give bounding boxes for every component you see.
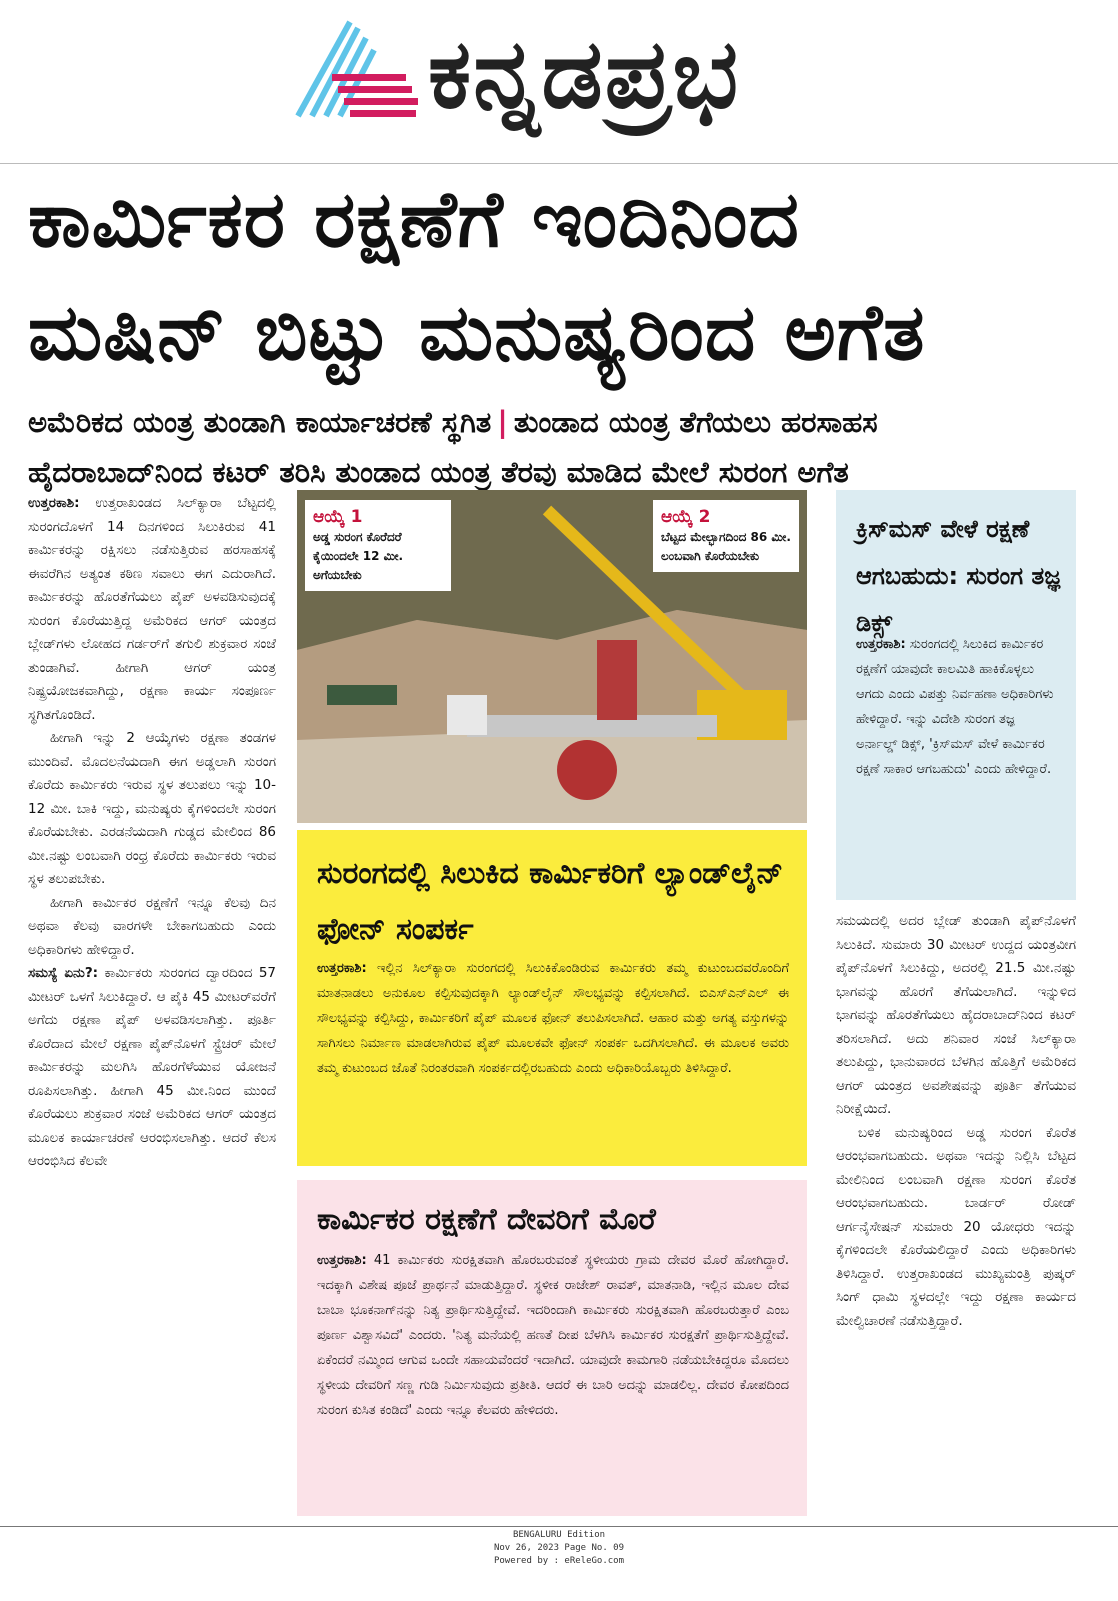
page-footer [0, 1526, 1118, 1601]
christmas-story-text: ಸುರಂಗದಲ್ಲಿ ಸಿಲುಕಿದ ಕಾರ್ಮಿಕರ ರಕ್ಷಣೆಗೆ ಯಾವುದೇ ಕಾಲಮಿತಿ ಹಾಕಿಕೊಳ್ಳಲು ಆಗದು ಎಂದು ವಿಪತ್ತು ನಿರ್ವಹಣಾ ಅಧಿಕಾರಿಗಳು ಹೇಳಿದ್ದಾರೆ. ಇನ್ನು ವಿದೇಶಿ ಸುರಂಗ ತಜ್ಞ ಅರ್ನಾಲ್ಡ್ ಡಿಕ್ಸ್, 'ಕ್ರಿಸ್‌ಮಸ್ ವೇಳೆ ಕಾರ್ಮಿಕರ ರಕ್ಷಣೆ ಸಾಕಾರ ಆಗಬಹುದು' ಎಂದು ಹೇಳಿದ್ದಾರೆ. [856, 637, 1054, 777]
main-story-dateline: ಉತ್ತರಕಾಶಿ: [28, 495, 80, 511]
subheadline-part-a: ಅಮೆರಿಕದ ಯಂತ್ರ ತುಂಡಾಗಿ ಕಾರ್ಯಾಚರಣೆ ಸ್ಥಗಿತ [28, 405, 492, 439]
landline-story-body [317, 956, 789, 1081]
option-2-callout [653, 500, 799, 572]
subheadline-separator: | [497, 405, 508, 439]
main-story-paragraph-1: ಉತ್ತರಾಖಂಡದ ಸಿಲ್‌ಕ್ಯಾರಾ ಬೆಟ್ಟದಲ್ಲಿ ಸುರಂಗದೊಳಗೆ 14 ದಿನಗಳಿಂದ ಸಿಲುಕಿರುವ 41 ಕಾರ್ಮಿಕರನ್ನು ರಕ್ಷಿಸಲು ನಡೆಸುತ್ತಿರುವ ಹರಸಾಹಸಕ್ಕೆ ಈವರೆಗಿನ ಅತ್ಯಂತ ಕಠಿಣ ಸವಾಲು ಈಗ ಎದುರಾಗಿದೆ. ಕಾರ್ಮಿಕರನ್ನು ಹೊರತೆಗೆಯಲು ಪೈಪ್ ಅಳವಡಿಸುವುದಕ್ಕೆ ಸುರಂಗ ಕೊರೆಯುತ್ತಿದ್ದ ಅಮೆರಿಕದ ಆಗರ್ ಯಂತ್ರದ ಬ್ಲೇಡ್‌ಗಳು ಲೋಹದ ಗರ್ಡರ್‌ಗೆ ತಗುಲಿ ಶುಕ್ರವಾರ ಸಂಜೆ ತುಂಡಾಗಿವೆ. ಹೀಗಾಗಿ ಆಗರ್ ಯಂತ್ರ ನಿಷ್ಪ್ರಯೋಜಕವಾಗಿದ್ದು, ರಕ್ಷಣಾ ಕಾರ್ಯ ಸಂಪೂರ್ಣ ಸ್ಥಗಿತಗೊಂಡಿದೆ. [28, 495, 276, 723]
christmas-story-dateline: ಉತ್ತರಕಾಶಿ: [856, 637, 906, 652]
prayer-story-text: 41 ಕಾರ್ಮಿಕರು ಸುರಕ್ಷಿತವಾಗಿ ಹೊರಬರುವಂತೆ ಸ್ಥಳೀಯರು ಗ್ರಾಮ ದೇವರ ಮೊರೆ ಹೋಗಿದ್ದಾರೆ. ಇದಕ್ಕಾಗಿ ವಿಶೇಷ ಪೂಜೆ ಪ್ರಾರ್ಥನೆ ಮಾಡುತ್ತಿದ್ದಾರೆ. ಸ್ಥಳೀಕ ರಾಜೇಶ್ ರಾವತ್, ಮಾತನಾಡಿ, ಇಲ್ಲಿನ ಮೂಲ ದೇವ ಬಾಬಾ ಭೂಕನಾಗ್‌ನನ್ನು ನಿತ್ಯ ಪ್ರಾರ್ಥಿಸುತ್ತಿದ್ದೇವೆ. ಇದರಿಂದಾಗಿ ಕಾರ್ಮಿಕರು ಸುರಕ್ಷಿತವಾಗಿ ಹೊರಬರುತ್ತಾರೆ ಎಂಬ ಪೂರ್ಣ ವಿಶ್ವಾಸವಿದೆ' ಎಂದರು. 'ನಿತ್ಯ ಮನೆಯಲ್ಲಿ ಹಣತೆ ದೀಪ ಬೆಳಗಿಸಿ ಕಾರ್ಮಿಕರ ಸುರಕ್ಷತೆಗೆ ಪ್ರಾರ್ಥಿಸುತ್ತಿದ್ದೇವೆ. ಏಕೆಂದರೆ ನಮ್ಮಿಂದ ಆಗುವ ಒಂದೇ ಸಹಾಯವೆಂದರೆ ಇದಾಗಿದೆ. ಯಾವುದೇ ಕಾಮಗಾರಿ ನಡೆಯಬೇಕಿದ್ದರೂ ಮೊದಲು ಸ್ಥಳೀಯ ದೇವರಿಗೆ ಸಣ್ಣ ಗುಡಿ ನಿರ್ಮಿಸುವುದು ಪ್ರತೀತಿ. ಆದರೆ ಈ ಬಾರಿ ಅದನ್ನು ಮಾಡಲಿಲ್ಲ. ದೇವರ ಕೋಪದಿಂದ ಸುರಂಗ ಕುಸಿತ ಕಂಡಿದೆ' ಎಂದು ಇನ್ನೂ ಕೆಲವರು ಹೇಳಿದರು. [317, 1253, 789, 1418]
problem-subhead: ಸಮಸ್ಯೆ ಏನು?: [28, 965, 99, 981]
option-2-title: ಆಯ್ಕೆ 2 [661, 507, 711, 527]
main-story-paragraph-2: ಹೀಗಾಗಿ ಇನ್ನು 2 ಆಯ್ಕೆಗಳು ರಕ್ಷಣಾ ತಂಡಗಳ ಮುಂದಿವೆ. ಮೊದಲನೆಯದಾಗಿ ಈಗ ಅಡ್ಡಲಾಗಿ ಸುರಂಗ ಕೊರೆದು ಕಾರ್ಮಿಕರು ಇರುವ ಸ್ಥಳ ತಲುಪಲು ಇನ್ನು 10-12 ಮೀ. ಬಾಕಿ ಇದ್ದು, ಮನುಷ್ಯರು ಕೈಗಳಿಂದಲೇ ಸುರಂಗ ಕೊರೆಯಬೇಕು. ಎರಡನೆಯದಾಗಿ ಗುಡ್ಡದ ಮೇಲಿಂದ 86 ಮೀ.ನಷ್ಟು ಲಂಬವಾಗಿ ರಂಧ್ರ ಕೊರೆದು ಕಾರ್ಮಿಕರು ಇರುವ ಸ್ಥಳ ತಲುಪಬೇಕು. [28, 730, 276, 887]
prayer-story-title: ಕಾರ್ಮಿಕರ ರಕ್ಷಣೆಗೆ ದೇವರಿಗೆ ಮೊರೆ [317, 1202, 656, 1237]
christmas-story-box [836, 490, 1076, 900]
masthead-title: ಕನ್ನಡಪ್ರಭ [428, 18, 741, 130]
main-story-right-column [836, 910, 1076, 1333]
option-2-text: ಬೆಟ್ಟದ ಮೇಲ್ಭಾಗದಿಂದ 86 ಮೀ. ಲಂಬವಾಗಿ ಕೊರೆಯಬೇಕು [661, 530, 791, 563]
landline-story-text: ಇಲ್ಲಿನ ಸಿಲ್‌ಕ್ಯಾರಾ ಸುರಂಗದಲ್ಲಿ ಸಿಲುಕಿಕೊಂಡಿರುವ ಕಾರ್ಮಿಕರು ತಮ್ಮ ಕುಟುಂಬದವರೊಂದಿಗೆ ಮಾತನಾಡಲು ಅನುಕೂಲ ಕಲ್ಪಿಸುವುದಕ್ಕಾಗಿ ಲ್ಯಾಂಡ್‌ಲೈನ್ ಸೌಲಭ್ಯವನ್ನು ಕಲ್ಪಿಸಲಾಗಿದೆ. ಬಿಎಸ್‌ಎನ್‌ಎಲ್ ಈ ಸೌಲಭ್ಯವನ್ನು ಕಲ್ಪಿಸಿದ್ದು, ಕಾರ್ಮಿಕರಿಗೆ ಪೈಪ್ ಮೂಲಕ ಫೋನ್ ತಲುಪಿಸಲಾಗಿದೆ. ಆಹಾರ ಮತ್ತು ಅಗತ್ಯ ವಸ್ತುಗಳನ್ನು ಸಾಗಿಸಲು ನಿರ್ಮಾಣ ಮಾಡಲಾಗಿರುವ ಪೈಪ್ ಮೂಲಕವೇ ಫೋನ್ ಸಂಪರ್ಕ ಒದಗಿಸಲಾಗಿದೆ. ಈ ಮೂಲಕ ಅವರು ತಮ್ಮ ಕುಟುಂಬದ ಜೊತೆ ನಿರಂತರವಾಗಿ ಸಂಪರ್ಕದಲ್ಲಿರಬಹುದು ಎಂದು ಅಧಿಕಾರಿಯೊಬ್ಬರು ತಿಳಿಸಿದ್ದಾರೆ. [317, 961, 790, 1076]
subheadline-line-1 [28, 402, 1098, 442]
christmas-story-title: ಕ್ರಿಸ್‌ಮಸ್ ವೇಳೆ ರಕ್ಷಣೆ ಆಗಬಹುದು: ಸುರಂಗ ತಜ್ಞ ಡಿಕ್ಸ್ [856, 515, 1061, 637]
option-1-text: ಅಡ್ಡ ಸುರಂಗ ಕೊರೆದರೆ ಕೈಯಿಂದಲೇ 12 ಮೀ. ಅಗೆಯಬೇಕು [313, 530, 404, 582]
prayer-story-box [297, 1180, 807, 1516]
footer-powered-by: Powered by : eReleGo.com [493, 1556, 625, 1566]
prayer-story-dateline: ಉತ್ತರಕಾಶಿ: [317, 1253, 367, 1268]
landline-story-title: ಸುರಂಗದಲ್ಲಿ ಸಿಲುಕಿದ ಕಾರ್ಮಿಕರಿಗೆ ಲ್ಯಾಂಡ್‌ಲೈನ್ ಫೋನ್ ಸಂಪರ್ಕ [317, 856, 784, 947]
prayer-story-body [317, 1248, 789, 1423]
main-story-paragraph-3: ಹೀಗಾಗಿ ಕಾರ್ಮಿಕರ ರಕ್ಷಣೆಗೆ ಇನ್ನೂ ಕೆಲವು ದಿನ ಅಥವಾ ಕೆಲವು ವಾರಗಳೇ ಬೇಕಾಗಬಹುದು ಎಂದು ಅಧಿಕಾರಿಗಳು ಹೇಳಿದ್ದಾರೆ. [28, 894, 276, 958]
masthead [0, 0, 1118, 164]
footer-edition: BENGALURU Edition [512, 1530, 606, 1540]
option-1-title: ಆಯ್ಕೆ 1 [313, 507, 363, 527]
main-story-paragraph-4: ಕಾರ್ಮಿಕರು ಸುರಂಗದ ದ್ವಾರದಿಂದ 57 ಮೀಟರ್ ಒಳಗೆ ಸಿಲುಕಿದ್ದಾರೆ. ಆ ಪೈಕಿ 45 ಮೀಟರ್‌ವರೆಗೆ ಅಗೆದು ರಕ್ಷಣಾ ಪೈಪ್ ಅಳವಡಿಸಲಾಗಿತ್ತು. ಪೂರ್ತಿ ಕೊರೆದಾದ ಮೇಲೆ ರಕ್ಷಣಾ ಪೈಪ್‌ನೊಳಗೆ ಸ್ಟ್ರೆಚರ್ ಮೇಲೆ ಕಾರ್ಮಿಕರನ್ನು ಮಲಗಿಸಿ ಹೊರಗೆಳೆಯುವ ಯೋಜನೆ ರೂಪಿಸಲಾಗಿತ್ತು. ಹೀಗಾಗಿ 45 ಮೀ.ನಿಂದ ಮುಂದೆ ಕೊರೆಯಲು ಶುಕ್ರವಾರ ಸಂಜೆ ಅಮೆರಿಕದ ಆಗರ್ ಯಂತ್ರದ ಮೂಲಕ ಕಾರ್ಯಾಚರಣೆ ಆರಂಭಿಸಲಾಗಿತ್ತು. ಆದರೆ ಕೆಲಸ ಆರಂಭಿಸಿದ ಕೆಲವೇ [28, 965, 276, 1169]
headline-line-1: ಕಾರ್ಮಿಕರ ರಕ್ಷಣೆಗೆ ಇಂದಿನಿಂದ [28, 175, 800, 265]
headline-line-2: ಮಷಿನ್ ಬಿಟ್ಟು ಮನುಷ್ಯರಿಂದ ಅಗೆತ [28, 288, 926, 378]
main-story-paragraph-6: ಬಳಿಕ ಮನುಷ್ಯರಿಂದ ಅಡ್ಡ ಸುರಂಗ ಕೊರೆತ ಆರಂಭವಾಗಬಹುದು. ಅಥವಾ ಇದನ್ನು ನಿಲ್ಲಿಸಿ ಬೆಟ್ಟದ ಮೇಲಿನಿಂದ ಲಂಬವಾಗಿ ರಕ್ಷಣಾ ಸುರಂಗ ಕೊರೆತ ಆರಂಭವಾಗಬಹುದು. ಬಾರ್ಡರ್ ರೋಡ್ ಆರ್ಗನೈಸೇಷನ್ ಸುಮಾರು 20 ಯೋಧರು ಇದನ್ನು ಕೈಗಳಿಂದಲೇ ಕೊರೆಯಲಿದ್ದಾರೆ ಎಂದು ಅಧಿಕಾರಿಗಳು ತಿಳಿಸಿದ್ದಾರೆ. ಉತ್ತರಾಖಂಡದ ಮುಖ್ಯಮಂತ್ರಿ ಪುಷ್ಕರ್ ಸಿಂಗ್ ಧಾಮಿ ಸ್ಥಳದಲ್ಲೇ ಇದ್ದು ರಕ್ಷಣಾ ಕಾರ್ಯದ ಮೇಲ್ವಿಚಾರಣೆ ನಡೆಸುತ್ತಿದ್ದಾರೆ. [836, 1124, 1076, 1329]
subheadline-line-2: ಹೈದರಾಬಾದ್‌ನಿಂದ ಕಟರ್ ತರಿಸಿ ತುಂಡಾದ ಯಂತ್ರ ತೆರವು ಮಾಡಿದ ಮೇಲೆ ಸುರಂಗ ಅಗೆತ [28, 455, 849, 489]
subheadline-part-b: ತುಂಡಾದ ಯಂತ್ರ ತೆಗೆಯಲು ಹರಸಾಹಸ [513, 405, 878, 439]
footer-date-page: Nov 26, 2023 Page No. 09 [493, 1543, 625, 1553]
landline-story-dateline: ಉತ್ತರಕಾಶಿ: [317, 961, 367, 976]
rescue-site-photo [297, 490, 807, 823]
option-1-callout [305, 500, 451, 591]
main-story-paragraph-5: ಸಮಯದಲ್ಲಿ ಅದರ ಬ್ಲೇಡ್ ತುಂಡಾಗಿ ಪೈಪ್‌ನೊಳಗೆ ಸಿಲುಕಿದೆ. ಸುಮಾರು 30 ಮೀಟರ್ ಉದ್ದದ ಯಂತ್ರವೀಗ ಪೈಪ್‌ನೊಳಗೆ ಸಿಲುಕಿದ್ದು, ಅದರಲ್ಲಿ 21.5 ಮೀ.ನಷ್ಟು ಭಾಗವನ್ನು ಹೊರಗೆ ತೆಗೆಯಲಾಗಿದೆ. ಇನ್ನುಳಿದ ಭಾಗವನ್ನು ಹೊರತೆಗೆಯಲು ಹೈದರಾಬಾದ್‌ನಿಂದ ಕಟರ್ ತರಿಸಲಾಗಿದೆ. ಅದು ಶನಿವಾರ ಸಂಜೆ ಸಿಲ್‌ಕ್ಯಾರಾ ತಲುಪಿದ್ದು, ಭಾನುವಾರದ ಬೆಳಗಿನ ಹೊತ್ತಿಗೆ ಅಮೆರಿಕದ ಆಗರ್ ಯಂತ್ರದ ಅವಶೇಷವನ್ನು ಪೂರ್ತಿ ತೆಗೆಯುವ ನಿರೀಕ್ಷೆಯಿದೆ. [836, 913, 1076, 1117]
kannadaprabha-logo-icon [292, 14, 420, 126]
main-story-left-column [28, 492, 276, 1174]
christmas-story-body [856, 632, 1056, 782]
landline-story-box [297, 830, 807, 1166]
